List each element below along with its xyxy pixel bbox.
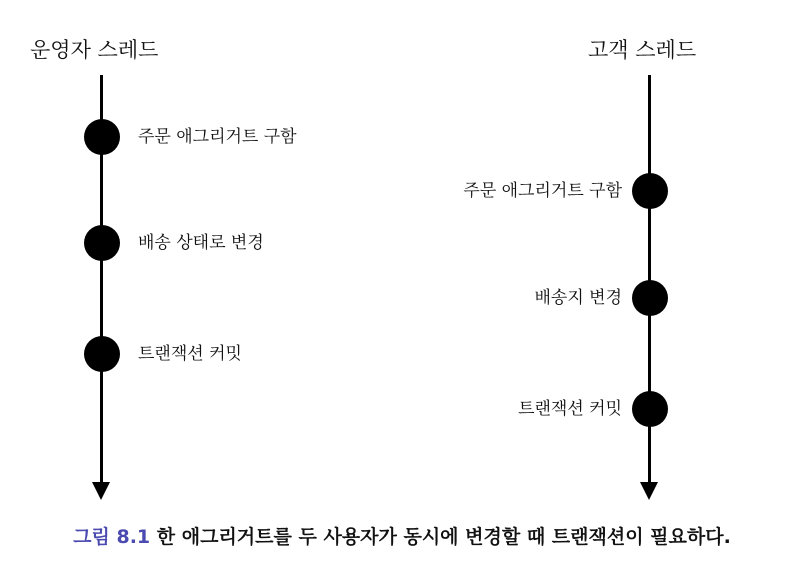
- operator-step-2-label: 배송 상태로 변경: [138, 233, 264, 253]
- customer-step-3-label: 트랜잭션 커밋: [518, 399, 622, 419]
- customer-timeline-arrow: [640, 482, 658, 500]
- operator-step-3-label: 트랜잭션 커밋: [138, 344, 242, 364]
- customer-step-1-dot: [632, 173, 668, 209]
- figure-caption-text: 한 애그리거트를 두 사용자가 동시에 변경할 때 트랜잭션이 필요하다.: [156, 526, 731, 548]
- operator-step-1-label: 주문 애그리거트 구함: [138, 127, 297, 147]
- operator-step-2-dot: [84, 225, 120, 261]
- operator-thread-title: 운영자 스레드: [30, 38, 159, 62]
- operator-step-1-dot: [84, 119, 120, 155]
- customer-step-1-label: 주문 애그리거트 구함: [463, 181, 622, 201]
- customer-step-3-dot: [632, 391, 668, 427]
- customer-step-2-label: 배송지 변경: [534, 288, 622, 308]
- operator-step-3-dot: [84, 336, 120, 372]
- customer-thread-title: 고객 스레드: [588, 38, 697, 62]
- customer-step-2-dot: [632, 280, 668, 316]
- operator-timeline-arrow: [92, 482, 110, 500]
- figure-caption: [0, 522, 804, 549]
- figure-label: 그림 8.1: [73, 526, 151, 548]
